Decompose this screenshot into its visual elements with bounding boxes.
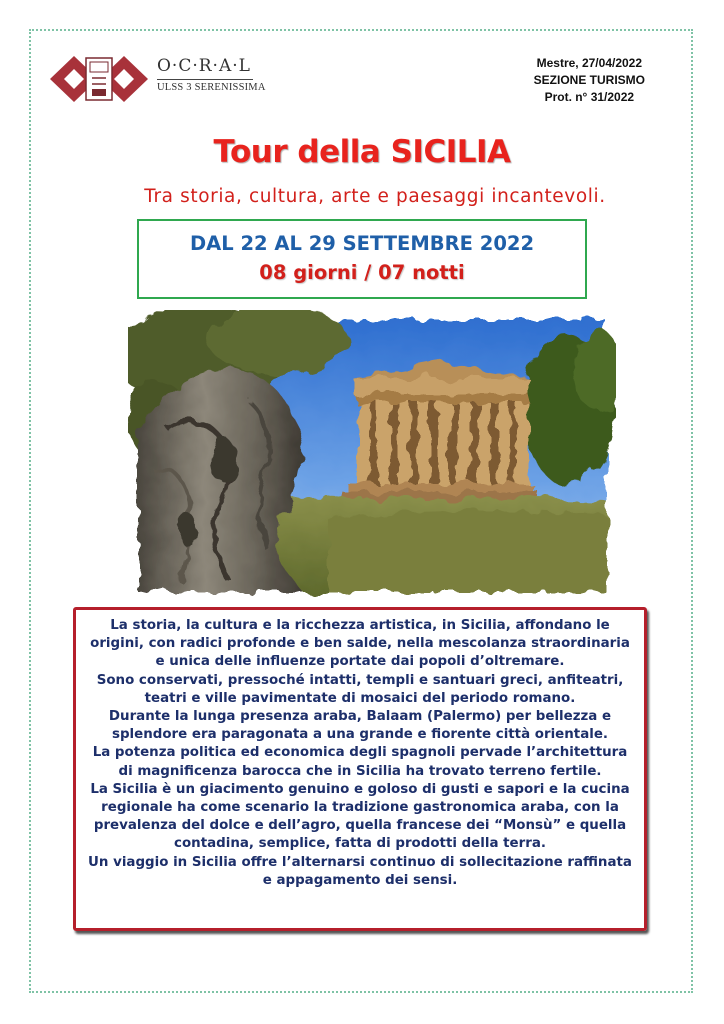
- description-paragraph: La potenza politica ed economica degli spagnoli pervade l’architettura di magnificenza barocca che in Sicilia ha trovato terreno fertile.: [92, 745, 628, 779]
- description-paragraph: Un viaggio in Sicilia offre l’alternarsi continuo di sollecitazione raffinata e appagamento dei sensi.: [88, 854, 632, 888]
- section-name: SEZIONE TURISMO: [533, 73, 645, 87]
- header-info: [534, 55, 645, 106]
- description-paragraph: Durante la lunga presenza araba, Balaam (Palermo) per bellezza e splendore era paragonata a una grande e fiorente città orientale.: [108, 709, 612, 743]
- logo-divider: [157, 79, 253, 80]
- dates-box: [137, 219, 587, 299]
- org-subtitle: ULSS 3 SERENISSIMA: [157, 82, 266, 93]
- page-subtitle: Tra storia, cultura, arte e paesaggi incantevoli.: [144, 186, 606, 207]
- description-box: [73, 607, 647, 931]
- description-paragraph: La storia, la cultura e la ricchezza artistica, in Sicilia, affondano le origini, con radici profonde e ben salde, nella mescolanza straordinaria e unica delle influenze portate dai popoli d’oltremare.: [90, 618, 630, 670]
- description-paragraph: La Sicilia è un giacimento genuino e goloso di gusti e sapori e la cucina regionale ha come scenario la tradizione gastronomica araba, con la prevalenza del dolce e dell’agro, quella francese dei “Monsù” e quella contadina, semplice, fatta di prodotti della terra.: [90, 781, 630, 852]
- page-title: Tour della SICILIA: [213, 134, 511, 170]
- temple-photo: [128, 310, 616, 602]
- place-date: Mestre, 27/04/2022: [536, 56, 643, 70]
- protocol-number: Prot. n° 31/2022: [544, 90, 635, 104]
- org-name: O·C·R·A·L: [157, 56, 251, 76]
- trip-duration: 08 giorni / 07 notti: [259, 261, 465, 284]
- description-paragraph: Sono conservati, pressoché intatti, templi e santuari greci, anfiteatri, teatri e ville pavimentate di mosaici del periodo romano.: [96, 672, 624, 706]
- date-range: DAL 22 AL 29 SETTEMBRE 2022: [189, 232, 535, 255]
